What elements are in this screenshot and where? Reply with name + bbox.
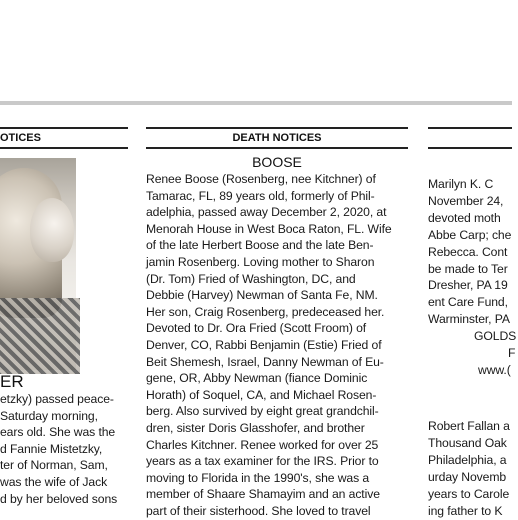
text-line: Horath) of Soquel, CA, and Michael Rosen- <box>146 387 377 402</box>
obituary-photo <box>0 158 76 370</box>
text-line: Marilyn K. C <box>428 177 494 191</box>
left-section-header: OTICES <box>0 132 41 144</box>
text-line: ing father to K <box>428 504 503 518</box>
text-line: Menorah House in West Boca Raton, FL. Wife <box>146 221 392 236</box>
left-column-bottom-rule <box>0 147 128 149</box>
center-obituary-text <box>146 171 408 519</box>
text-line: adelphia, passed away December 2, 2020, at <box>146 205 387 220</box>
funeral-home-block <box>428 328 518 379</box>
text-line: devoted moth <box>428 210 501 225</box>
text-line: Tamarac, FL, 89 years old, formerly of Phil- <box>146 188 375 203</box>
left-obituary-name: ER <box>0 372 24 391</box>
text-line: Devoted to Dr. Ora Fried (Scott Froom) of <box>146 321 367 336</box>
text-line: (Dr. Tom) Fried of Washington, DC, and <box>146 271 356 286</box>
text-line: Renee Boose (Rosenberg, nee Kitchner) of <box>146 172 376 186</box>
text-line: d Fannie Mistetzky, <box>0 441 103 456</box>
text-line: etzky) passed peace- <box>0 392 114 406</box>
text-line: Thousand Oak <box>428 436 507 450</box>
photo-scarf <box>0 298 80 374</box>
text-line: Rebecca. Cont <box>428 244 508 259</box>
text-line: member of Shaare Shamayim and an active <box>146 487 380 502</box>
text-line: Charles Kitchner. Renee worked for over 25 <box>146 437 379 452</box>
text-line: was the wife of Jack <box>0 474 108 489</box>
text-line: dren, sister Doris Glasshofer, and brother <box>146 420 365 435</box>
text-line: d by her beloved sons <box>0 491 118 506</box>
text-line: Robert Fallan a <box>428 419 510 433</box>
text-line: Philadelphia, a <box>428 453 507 467</box>
text-line: years as a tax examiner for the IRS. Prior to <box>146 454 379 469</box>
text-line: www.( <box>478 363 511 377</box>
center-section-header: DEATH NOTICES <box>232 132 322 144</box>
text-line: part of their sisterhood. She loved to travel <box>146 503 371 518</box>
left-obituary-text <box>0 391 127 507</box>
text-line: Her son, Craig Rosenberg, predeceased her. <box>146 304 385 319</box>
text-line: moving to Florida in the 1990's, she was a <box>146 470 370 485</box>
text-line: of the late Herbert Boose and the late Ben- <box>146 238 374 253</box>
right-obituary-text-2 <box>428 418 518 520</box>
text-line: urday Novemb <box>428 470 507 484</box>
text-line: ter of Norman, Sam, <box>0 458 108 473</box>
right-obituary-text-1 <box>428 176 518 328</box>
right-column-bottom-rule <box>428 147 512 149</box>
text-line: Dresher, PA 19 <box>428 278 508 293</box>
text-line: jamin Rosenberg. Loving mother to Sharon <box>146 254 375 269</box>
text-line: Abbe Carp; che <box>428 227 512 242</box>
left-column-top-rule <box>0 127 128 129</box>
page-top-rule <box>0 101 512 105</box>
text-line: be made to Ter <box>428 261 508 276</box>
text-line: F <box>508 346 516 360</box>
center-column-top-rule <box>146 127 408 129</box>
text-line: years to Carole <box>428 487 510 501</box>
text-line: Debbie (Harvey) Newman of Santa Fe, NM. <box>146 288 378 303</box>
text-line: Denver, CO, Rabbi Benjamin (Estie) Fried of <box>146 337 382 352</box>
text-line: November 24, <box>428 193 504 208</box>
text-line: GOLDS <box>474 329 517 343</box>
text-line: Saturday morning, <box>0 408 98 423</box>
text-line: Warminster, PA <box>428 312 510 327</box>
text-line: gene, OR, Abby Newman (fiance Dominic <box>146 371 368 386</box>
photo-face <box>30 198 74 262</box>
center-column-bottom-rule <box>146 147 408 149</box>
text-line: Beit Shemesh, Israel, Danny Newman of Eu- <box>146 354 384 369</box>
center-obituary-name: BOOSE <box>252 154 302 170</box>
text-line: ent Care Fund, <box>428 295 508 310</box>
right-column-top-rule <box>428 127 512 129</box>
text-line: berg. Also survived by eight great grandchil- <box>146 404 379 419</box>
text-line: ears old. She was the <box>0 425 116 440</box>
